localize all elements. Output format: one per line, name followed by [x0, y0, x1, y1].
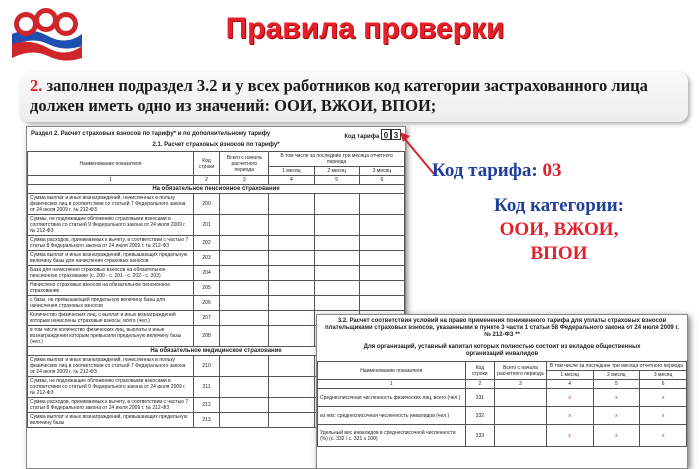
table-row	[318, 389, 687, 407]
category-annotation	[474, 194, 644, 266]
x-mark: x	[546, 407, 593, 425]
row-code: 201	[193, 215, 219, 236]
col-num: 3	[495, 380, 547, 389]
category-annotation-values: ООИ, ВЖОИ, ВПОИ	[499, 219, 619, 264]
form1-col-name: Наименование показателя	[28, 152, 194, 176]
x-mark: x	[593, 407, 640, 425]
form1-col-m3: 3 месяц	[359, 167, 404, 176]
form1-col-m1: 1 месяц	[269, 167, 314, 176]
form1-col-code: Код строки	[193, 152, 219, 176]
table-row	[28, 236, 405, 251]
col-num: 5	[593, 380, 640, 389]
table-row	[28, 251, 405, 266]
x-mark: x	[640, 389, 687, 407]
form2-col-code: Код строки	[465, 362, 495, 380]
form2-col-total: Всего с начала расчетного периода	[495, 362, 547, 380]
form-section-3-2	[316, 314, 688, 469]
row-code: 331	[465, 389, 495, 407]
x-mark: x	[546, 425, 593, 447]
rule-banner	[20, 72, 688, 122]
form2-title: 3.2. Расчет соответствия условий на право применения пониженного тарифа для уплаты страховых взносов плательщиками страховых взносов, указанными в пункте 3 части 1 статьи 58 Федерального закона от 24 июля 2009 г. № 212-ФЗ **	[324, 318, 679, 338]
form2-table	[317, 361, 687, 447]
pension-header: На обязательное пенсионное страхование	[28, 185, 405, 194]
col-num: 6	[640, 380, 687, 389]
x-mark: x	[546, 389, 593, 407]
form1-subsection-title: 2.1. Расчет страховых взносов по тарифу*	[152, 142, 280, 148]
row-name: Среднесписочная численность физических лиц, всего (чел.)	[318, 389, 466, 407]
row-code: 207	[193, 311, 219, 326]
row-code: 205	[193, 281, 219, 296]
row-code: 203	[193, 251, 219, 266]
col-num: 4	[269, 176, 314, 185]
row-name: Сумма расходов, принимаемых к вычету, в соответствии с частью 7 статьи 8 Федерального закона от 24 июля 2009 г. № 212-ФЗ	[28, 236, 194, 251]
col-num: 1	[28, 176, 194, 185]
form2-col-name: Наименование показателя	[318, 362, 466, 380]
x-mark: x	[640, 407, 687, 425]
row-name: Сумма выплат и иных вознаграждений, превышающих предельную величину базы	[28, 413, 194, 428]
row-code: 202	[193, 236, 219, 251]
form2-col-m1: 1 месяц	[546, 371, 593, 380]
rule-number: 2.	[30, 76, 43, 95]
form2-subtitle: Для организаций, уставный капитал которых полностью состоит из вкладов общественных организаций инвалидов	[363, 344, 641, 357]
row-name: в том числе количество физических лиц, выплаты и иные вознаграждения которым превысили предельную величину базы (чел.)	[28, 326, 194, 347]
row-code: 212	[193, 398, 219, 413]
col-num: 2	[465, 380, 495, 389]
x-mark: x	[593, 425, 640, 447]
table-row	[318, 407, 687, 425]
rule-text: заполнен подраздел 3.2 и у всех работников код категории застрахованного лица должен иметь одно из значений: ООИ, ВЖОИ, ВПОИ;	[30, 76, 648, 115]
col-num: 1	[318, 380, 466, 389]
table-row	[28, 215, 405, 236]
row-name: с базы, не превышающей предельную величину базы для начисления страховых взносов	[28, 296, 194, 311]
row-code: 211	[193, 377, 219, 398]
tarif-annotation	[432, 160, 561, 182]
row-name: из них: среднесписочная численность инвалидов (чел.)	[318, 407, 466, 425]
category-annotation-label: Код категории:	[493, 195, 625, 216]
medical-header: На обязательное медицинское страхование	[28, 347, 405, 356]
row-name: Удельный вес инвалидов в среднесписочной численности (%) (с. 332 / с. 331 х 100)	[318, 425, 466, 447]
row-code: 208	[193, 326, 219, 347]
form1-section-title: Раздел 2. Расчет страховых взносов по тарифу* и по дополнительному тарифу	[31, 131, 271, 137]
row-code: 332	[465, 407, 495, 425]
tarif-annotation-value: 03	[542, 160, 562, 181]
col-num: 5	[314, 176, 359, 185]
form2-col-last3: В том числе за последние три месяца отчетного периода	[546, 362, 686, 371]
table-row	[318, 425, 687, 447]
col-num: 2	[193, 176, 219, 185]
tarif-code-digit-1: 0	[381, 129, 391, 140]
form1-tarif-code-label: Код тарифа	[344, 134, 380, 140]
row-code: 210	[193, 356, 219, 377]
table-row	[28, 281, 405, 296]
row-name: Начислено страховых взносов на обязательное пенсионное страхование	[28, 281, 194, 296]
row-name: Сумма выплат и иных вознаграждений, начисленных в пользу физических лиц в соответствии со статьей 7 Федерального закона от 24 июля 2009 г. № 212-ФЗ	[28, 194, 194, 215]
row-code: 333	[465, 425, 495, 447]
row-code: 206	[193, 296, 219, 311]
row-name: Суммы, не подлежащие обложению страховыми взносами в соответствии со статьей 9 Федерального закона от 24 июля 2009 г. № 212-ФЗ	[28, 215, 194, 236]
row-name: Количество физических лиц, с выплат и иных вознаграждений которым начислены страховые взносы, всего (чел.)	[28, 311, 194, 326]
row-code: 204	[193, 266, 219, 281]
col-num: 4	[546, 380, 593, 389]
form2-col-m2: 2 месяц	[593, 371, 640, 380]
pfr-logo	[10, 6, 84, 64]
row-name: Сумма выплат и иных вознаграждений, начисленных в пользу физических лиц в соответствии со статьей 7 Федерального закона от 24 июля 2009 г. № 212-ФЗ	[28, 356, 194, 377]
form1-col-total: Всего с начала расчетного периода	[220, 152, 269, 176]
col-num: 6	[359, 176, 404, 185]
col-num: 3	[220, 176, 269, 185]
slide-title: Правила проверки	[225, 12, 505, 45]
tarif-annotation-label: Код тарифа:	[432, 160, 538, 181]
row-name: Сумма выплат и иных вознаграждений, превышающих предельную величину базы для начисления страховых взносов	[28, 251, 194, 266]
form1-col-last3: В том числе за последние три месяца отчетного периода	[269, 152, 405, 167]
row-code: 213	[193, 413, 219, 428]
form1-col-m2: 2 месяц	[314, 167, 359, 176]
table-row	[28, 266, 405, 281]
x-mark: x	[593, 389, 640, 407]
tarif-code-digit-2: 3	[391, 129, 401, 140]
table-row	[28, 296, 405, 311]
x-mark: x	[640, 425, 687, 447]
row-name: Суммы, не подлежащие обложению страховыми взносами в соответствии со статьей 9 Федерального закона от 24 июля 2009 г. № 212-ФЗ	[28, 377, 194, 398]
row-code: 200	[193, 194, 219, 215]
row-name: Сумма расходов, принимаемых к вычету, в соответствии с частью 7 статьи 8 Федерального закона от 24 июля 2009 г. № 212-ФЗ	[28, 398, 194, 413]
row-name: База для начисления страховых взносов на обязательное пенсионное страхование (с. 200 - с. 201 - с. 202 - с. 203)	[28, 266, 194, 281]
form2-col-m3: 3 месяц	[640, 371, 687, 380]
table-row	[28, 194, 405, 215]
